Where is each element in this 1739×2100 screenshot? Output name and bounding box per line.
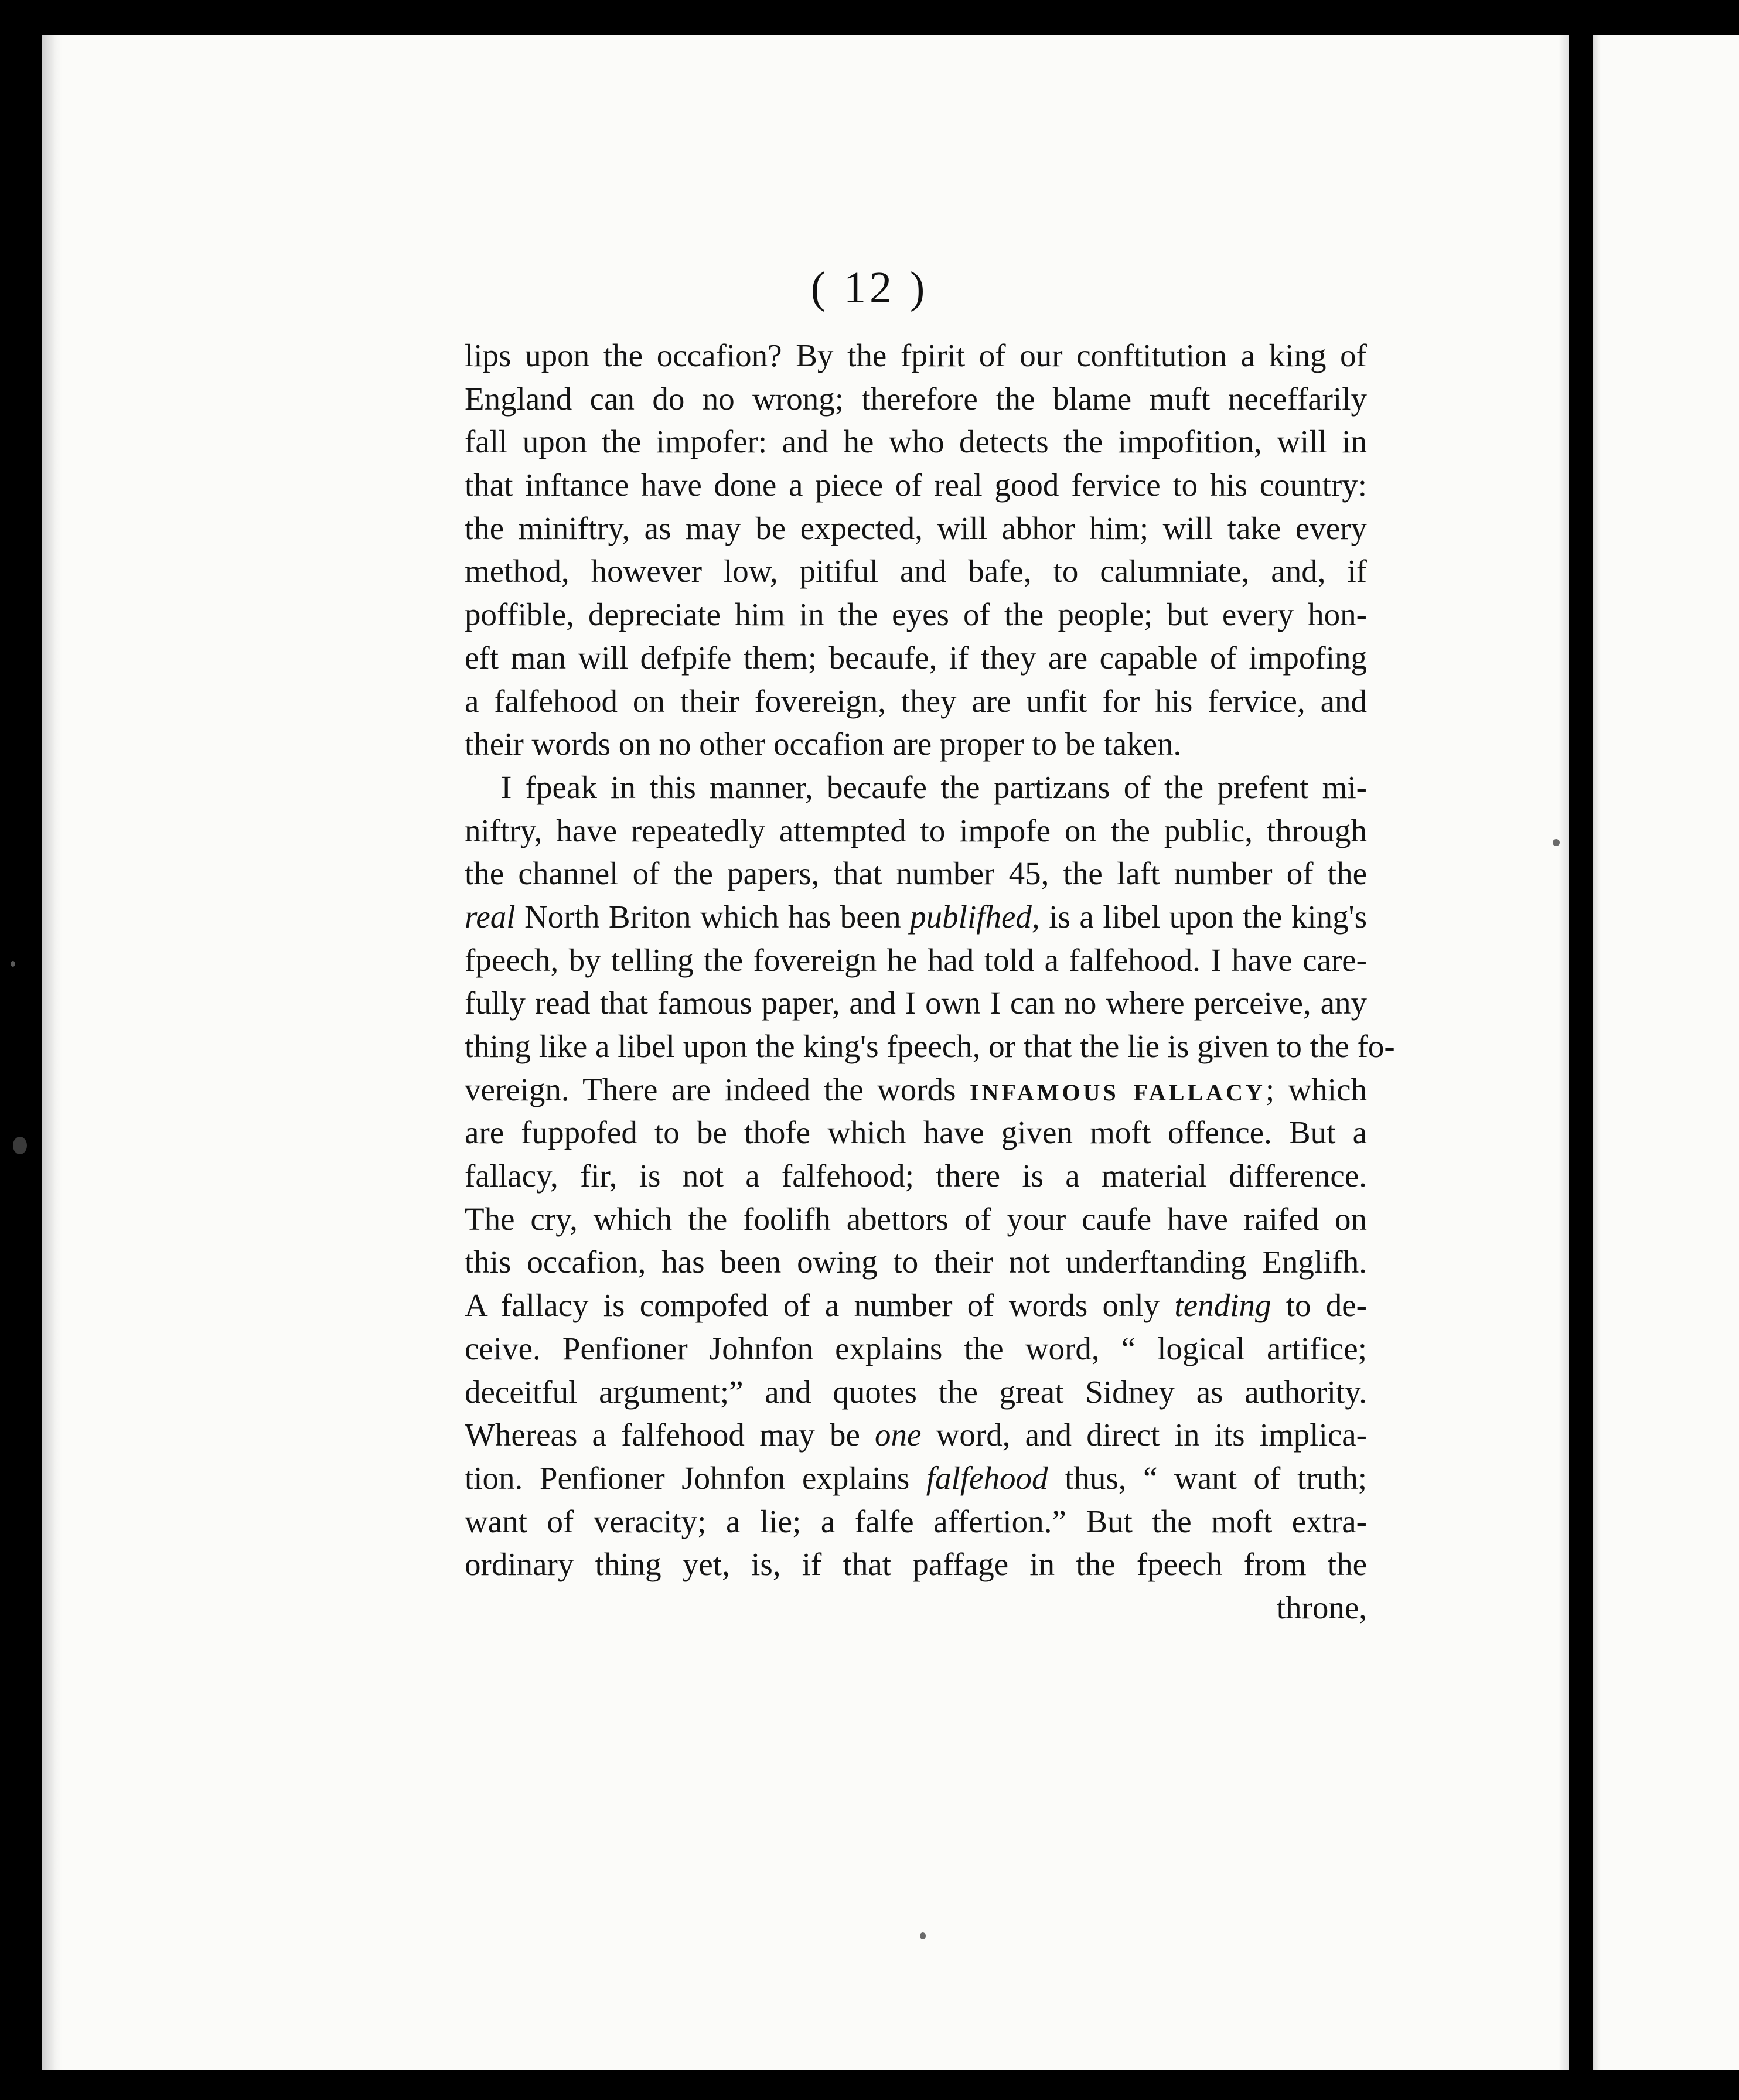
text-line: fall upon the impofer: and he who detects the impofition, will in	[465, 424, 1367, 460]
text-line	[465, 1413, 1367, 1457]
italic-text: one	[875, 1417, 922, 1453]
text-line: thing like a libel upon the king's fpeech, or that the lie is given to the fo-	[465, 1028, 1395, 1064]
ink-speck	[1553, 839, 1560, 846]
text-line: eft man will defpife them; becaufe, if they are capable of impofing	[465, 639, 1367, 676]
italic-text: tending	[1174, 1287, 1271, 1324]
text-line: want of veracity; a lie; a falfe affertion.” But the moft extra-	[465, 1503, 1367, 1539]
text-line: this occafion, has been owing to their not underftanding Englifh.	[465, 1244, 1367, 1280]
text-line: poffible, depreciate him in the eyes of the people; but every hon-	[465, 596, 1367, 633]
text-run: thus, “ want of truth;	[1048, 1460, 1367, 1496]
small-caps-text: INFAMOUS FALLACY	[969, 1079, 1266, 1106]
text-run: A fallacy is compofed of a number of words only	[465, 1287, 1175, 1324]
text-line: are fuppofed to be thofe which have given moft offence. But a	[465, 1114, 1367, 1151]
text-line: a falfehood on their fovereign, they are unfit for his fervice, and	[465, 683, 1367, 719]
text-line: fully read that famous paper, and I own I can no where perceive, any	[465, 985, 1367, 1021]
text-line: that inftance have done a piece of real good fervice to his country:	[465, 467, 1367, 503]
ink-speck	[920, 1932, 926, 1939]
page-edge-shadow	[1559, 35, 1569, 2070]
italic-text: real	[465, 898, 516, 935]
text-line: The cry, which the foolifh abettors of your caufe have raifed on	[465, 1201, 1367, 1237]
text-line: fallacy, fir, is not a falfehood; there is a material difference.	[465, 1158, 1367, 1194]
text-line: niftry, have repeatedly attempted to impofe on the public, through	[465, 812, 1367, 848]
adjacent-page-edge	[1593, 35, 1601, 2070]
text-line	[465, 1457, 1367, 1500]
text-run: North Briton which has been	[515, 898, 911, 935]
text-line: I fpeak in this manner, becaufe the partizans of the prefent mi-	[501, 769, 1367, 805]
text-run: is a libel upon the king's	[1039, 898, 1367, 935]
adjacent-page-strip	[1593, 35, 1739, 2070]
text-line: ceive. Penfioner Johnfon explains the word, “ logical artifice;	[465, 1330, 1367, 1366]
page-binding-shadow	[42, 35, 62, 2070]
text-line	[465, 1284, 1367, 1327]
text-run: Whereas a falfehood may be	[465, 1417, 875, 1453]
italic-text: falfehood	[926, 1460, 1048, 1496]
page-number: ( 12 )	[810, 263, 929, 312]
ink-speck	[11, 961, 15, 967]
body-text	[465, 334, 1395, 1629]
text-run: tion. Penfioner Johnfon explains	[465, 1460, 926, 1496]
text-line: lips upon the occafion? By the fpirit of our conftitution a king of	[465, 338, 1367, 373]
ink-speck	[13, 1137, 27, 1154]
text-run: ; which	[1265, 1071, 1367, 1107]
catchword: throne,	[1276, 1589, 1367, 1625]
text-line: the miniftry, as may be expected, will abhor him; will take every	[465, 510, 1367, 546]
text-run: to de-	[1271, 1287, 1367, 1324]
text-line: method, however low, pitiful and bafe, to calumniate, and, if	[465, 553, 1367, 589]
italic-text: publifhed,	[910, 898, 1040, 935]
text-line: the channel of the papers, that number 45, the laft number of the	[465, 855, 1367, 892]
text-line: England can do no wrong; therefore the blame muft neceffarily	[465, 380, 1367, 417]
text-run: vereign. There are indeed the words	[465, 1071, 970, 1107]
text-line: deceitful argument;” and quotes the great Sidney as authority.	[465, 1373, 1367, 1410]
text-line: fpeech, by telling the fovereign he had told a falfehood. I have care-	[465, 942, 1367, 978]
text-run: word, and direct in its implica-	[921, 1417, 1367, 1453]
text-line: ordinary thing yet, is, if that paffage in the fpeech from the	[465, 1546, 1367, 1583]
text-line: their words on no other occafion are proper to be taken.	[465, 726, 1182, 762]
text-line	[465, 1068, 1367, 1112]
text-line	[465, 895, 1367, 939]
